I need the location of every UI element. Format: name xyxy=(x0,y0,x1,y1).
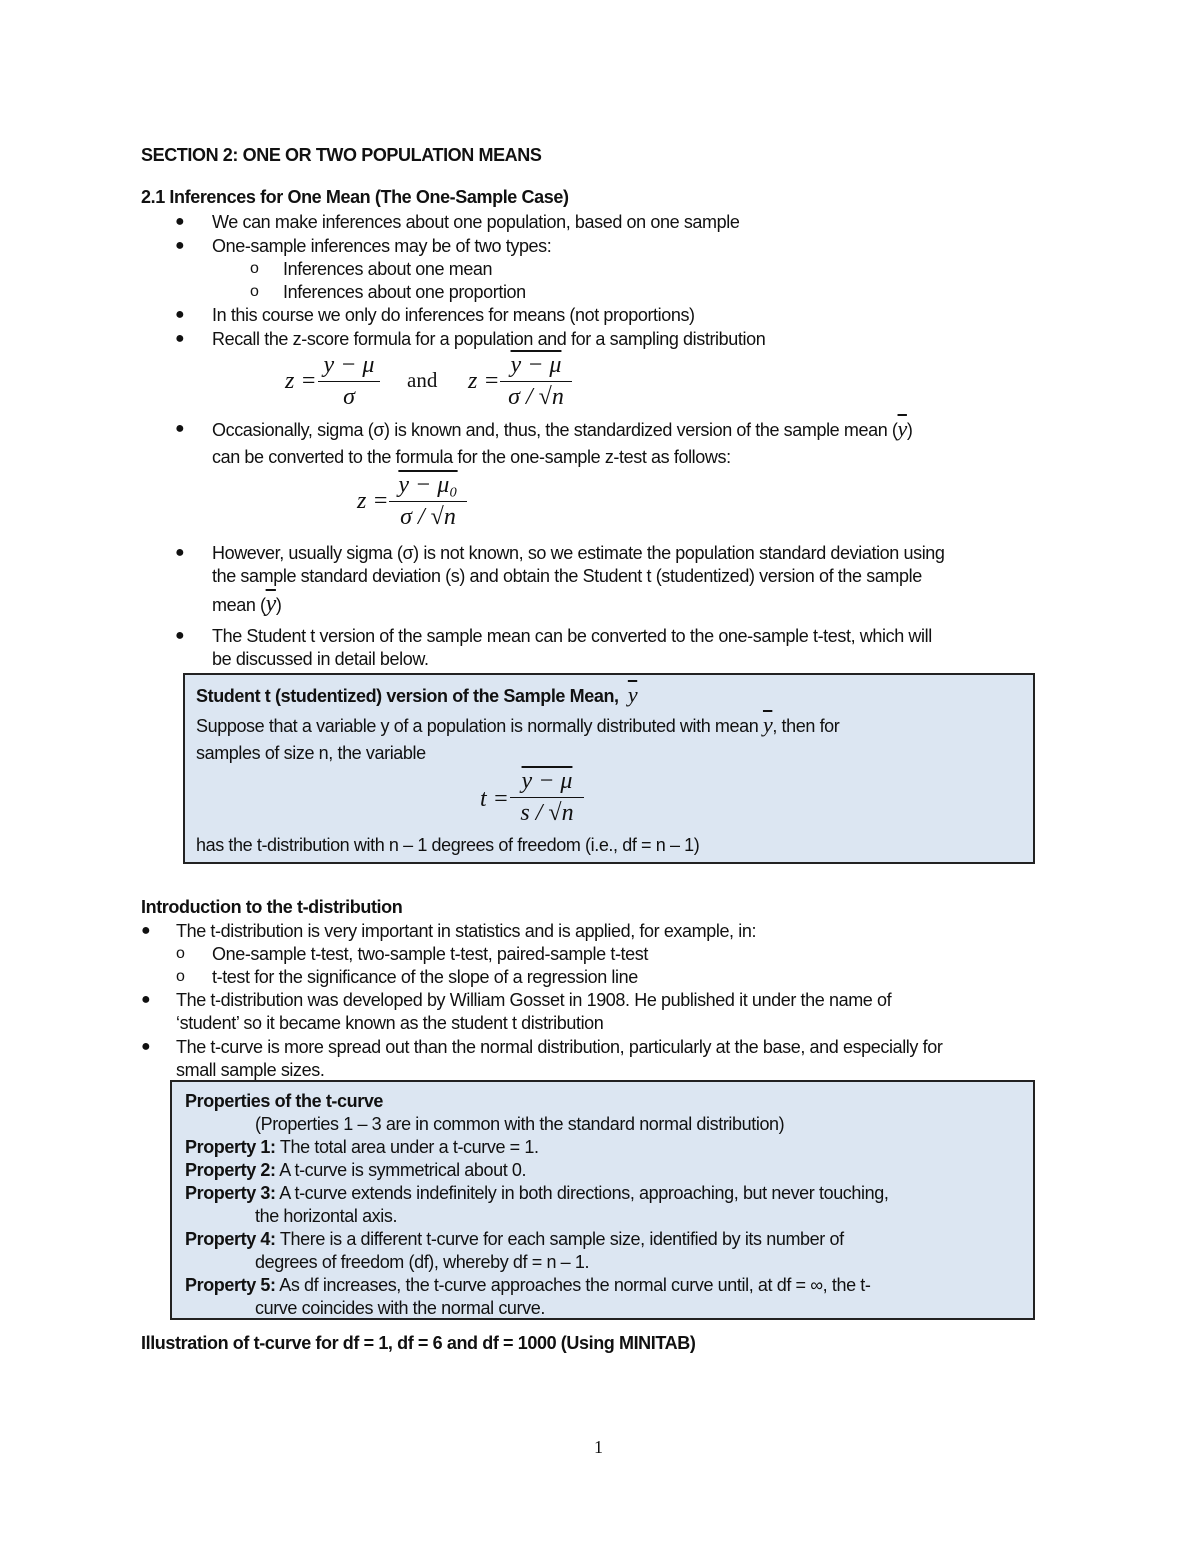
bullet-text: the sample standard deviation (s) and obtain the Student t (studentized) version of the sample xyxy=(212,566,922,586)
property-text: There is a different t-curve for each sample size, identified by its number of xyxy=(279,1229,844,1249)
box-note: (Properties 1 – 3 are in common with the standard normal distribution) xyxy=(255,1114,785,1134)
bullet-icon: ● xyxy=(141,1038,151,1055)
subsection-title: 2.1 Inferences for One Mean (The One-Sample Case) xyxy=(141,187,569,207)
section-title: SECTION 2: ONE OR TWO POPULATION MEANS xyxy=(141,145,542,165)
formula-denominator: σ / √n xyxy=(400,504,456,530)
property-text: A t-curve extends indefinitely in both directions, approaching, but never touching, xyxy=(279,1183,889,1203)
formula-denominator: σ / √n xyxy=(508,384,564,410)
box-title-text: Student t (studentized) version of the Sample Mean, xyxy=(196,686,619,706)
box-text-part: , then for xyxy=(772,716,840,736)
bullet-icon: ● xyxy=(141,991,151,1008)
page-number: 1 xyxy=(594,1437,603,1457)
bullet-icon: ● xyxy=(175,213,185,230)
bullet-text: The t-distribution is very important in statistics and is applied, for example, in: xyxy=(176,921,757,941)
property-label: Property 3: xyxy=(185,1183,276,1203)
bullet-icon: ● xyxy=(175,237,185,254)
ybar-symbol: $\overline{y}$ xyxy=(265,591,276,617)
property-text: A t-curve is symmetrical about 0. xyxy=(279,1160,527,1180)
box-text xyxy=(196,714,839,737)
formula-lhs: t = xyxy=(480,786,509,812)
bullet-icon: ● xyxy=(175,420,185,437)
property-label: Property 5: xyxy=(185,1275,276,1295)
ybar-symbol: $\overline{y}$ xyxy=(897,416,907,441)
ybar-symbol: $\overline{y}$ xyxy=(762,712,773,737)
formula-and: and xyxy=(407,368,438,392)
box-title: Properties of the t-curve xyxy=(185,1091,384,1111)
bullet-text: The t-distribution was developed by William Gosset in 1908. He published it under the name of xyxy=(176,990,892,1010)
bullet-text: be discussed in detail below. xyxy=(212,649,429,669)
sub-bullet-text: Inferences about one mean xyxy=(283,259,493,279)
bullet-text: small sample sizes. xyxy=(176,1060,325,1080)
bullet-text: ‘student’ so it became known as the student t distribution xyxy=(176,1013,604,1033)
bullet-icon: ● xyxy=(175,306,185,323)
sub-bullet-text: t-test for the significance of the slope of a regression line xyxy=(212,967,638,987)
sub-bullet-text: One-sample t-test, two-sample t-test, paired-sample t-test xyxy=(212,944,648,964)
bullet-text-part: ) xyxy=(275,595,282,615)
property-label: Property 1: xyxy=(185,1137,276,1157)
formula-numerator: y − μ xyxy=(318,352,380,382)
property-3 xyxy=(185,1182,888,1204)
formula-fraction xyxy=(389,472,467,531)
formula-denominator: σ xyxy=(343,384,355,410)
formula-fraction xyxy=(318,352,380,411)
sub-bullet-icon: o xyxy=(250,260,259,277)
bullet-text: However, usually sigma (σ) is not known, so we estimate the population standard deviation using xyxy=(212,543,945,563)
property-1 xyxy=(185,1136,539,1158)
bullet-icon: ● xyxy=(175,330,185,347)
property-4 xyxy=(185,1228,844,1250)
sub-bullet-text: Inferences about one proportion xyxy=(283,282,526,302)
property-label: Property 2: xyxy=(185,1160,276,1180)
bullet-text: can be converted to the formula for the one-sample z-test as follows: xyxy=(212,447,731,467)
box-text-part: Suppose that a variable y of a population is normally distributed with mean xyxy=(196,716,759,736)
property-5-cont: curve coincides with the normal curve. xyxy=(255,1298,545,1318)
property-label: Property 4: xyxy=(185,1229,276,1249)
formula-numerator: y − μ xyxy=(510,768,584,798)
formula-fraction xyxy=(510,768,584,827)
property-3-cont: the horizontal axis. xyxy=(255,1206,398,1226)
bullet-text xyxy=(212,593,282,616)
bullet-text-part: ) xyxy=(906,420,913,440)
box-title xyxy=(196,684,637,707)
sub-bullet-icon: o xyxy=(176,968,185,985)
illustration-caption: Illustration of t-curve for df = 1, df = 6 and df = 1000 (Using MINITAB) xyxy=(141,1333,696,1353)
bullet-text: The t-curve is more spread out than the normal distribution, particularly at the base, and especially for xyxy=(176,1037,943,1057)
box-text: samples of size n, the variable xyxy=(196,743,426,763)
property-text: The total area under a t-curve = 1. xyxy=(279,1137,539,1157)
ybar-symbol: $\overline{y}$ xyxy=(627,682,638,707)
formula-lhs: z = xyxy=(357,488,389,514)
intro-heading: Introduction to the t-distribution xyxy=(141,897,403,917)
bullet-icon: ● xyxy=(175,544,185,561)
formula-lhs: z = xyxy=(285,368,317,394)
formula-fraction xyxy=(500,352,572,411)
bullet-icon: ● xyxy=(175,627,185,644)
formula-denominator: s / √n xyxy=(520,800,574,826)
property-text: As df increases, the t-curve approaches the normal curve until, at df = ∞, the t- xyxy=(279,1275,871,1295)
property-2 xyxy=(185,1159,526,1181)
property-4-cont: degrees of freedom (df), whereby df = n – 1. xyxy=(255,1252,590,1272)
formula-numerator: y − μ xyxy=(500,352,572,382)
box-text: has the t-distribution with n – 1 degrees of freedom (i.e., df = n – 1) xyxy=(196,835,700,855)
property-5 xyxy=(185,1274,871,1296)
bullet-text xyxy=(212,418,913,441)
bullet-text: Recall the z-score formula for a population and for a sampling distribution xyxy=(212,329,766,349)
sub-bullet-icon: o xyxy=(176,945,185,962)
bullet-text: We can make inferences about one population, based on one sample xyxy=(212,212,740,232)
bullet-text: One-sample inferences may be of two types: xyxy=(212,236,552,256)
bullet-icon: ● xyxy=(141,922,151,939)
bullet-text-part: mean ( xyxy=(212,595,266,615)
bullet-text: In this course we only do inferences for means (not proportions) xyxy=(212,305,695,325)
sub-bullet-icon: o xyxy=(250,283,259,300)
formula-numerator: y − μ₀ xyxy=(389,472,467,502)
bullet-text-part: Occasionally, sigma (σ) is known and, thus, the standardized version of the sample mean ( xyxy=(212,420,898,440)
bullet-text: The Student t version of the sample mean can be converted to the one-sample t-test, which will xyxy=(212,626,932,646)
formula-lhs: z = xyxy=(468,368,500,394)
